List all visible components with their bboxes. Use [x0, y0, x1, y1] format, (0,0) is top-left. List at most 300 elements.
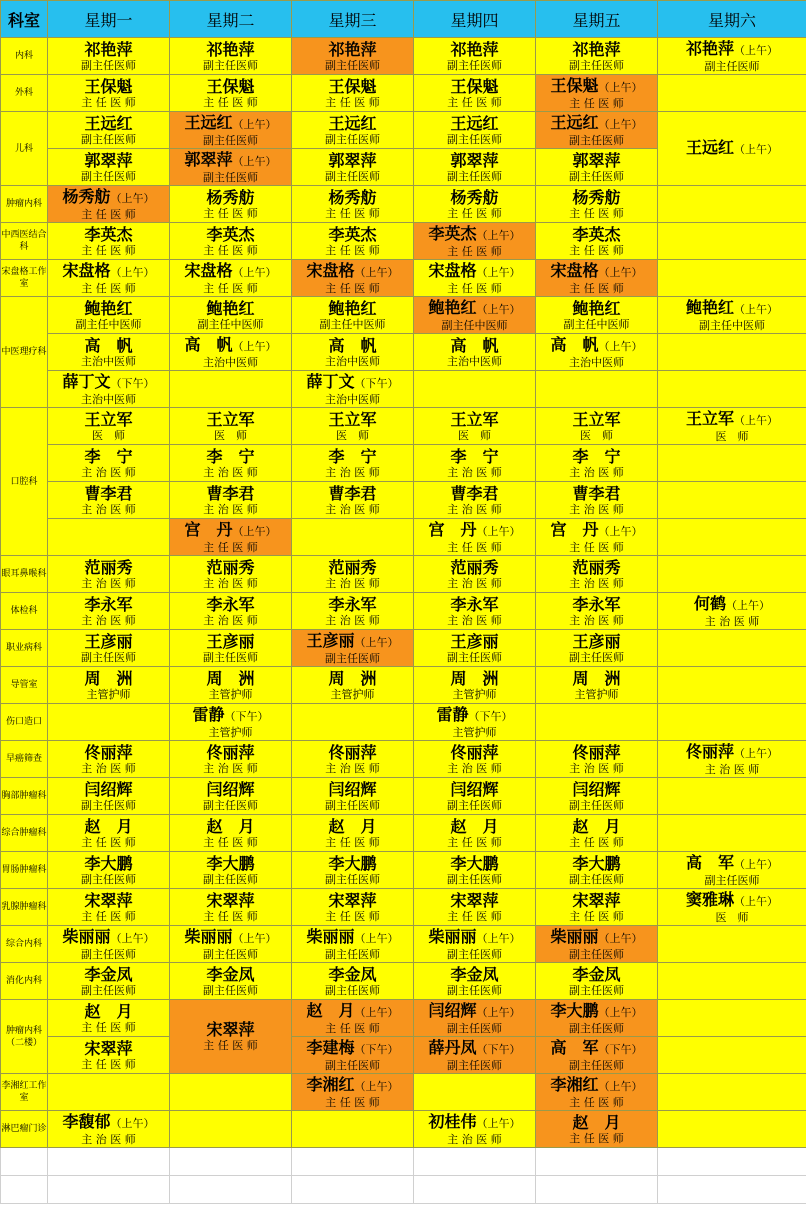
schedule-cell — [658, 223, 806, 260]
doctor-name: 祁艳萍 — [328, 39, 377, 59]
doctor-name-line — [292, 188, 413, 207]
empty-cell — [1, 1148, 48, 1176]
doctor-name: 宋盘格 — [306, 260, 355, 280]
doctor-name: 鲍艳红 — [685, 297, 734, 317]
session-note: （上午） — [110, 1116, 155, 1130]
table-row — [1, 778, 806, 815]
schedule-cell — [414, 297, 536, 334]
doctor-name: 李永军 — [328, 594, 377, 614]
doctor-name-line — [48, 187, 169, 208]
doctor-title: 医 师 — [580, 428, 613, 442]
doctor-name-line — [414, 1001, 535, 1022]
schedule-cell — [414, 1074, 536, 1111]
doctor-title: 主 任 医 师 — [203, 835, 258, 849]
doctor-name: 宋盘格 — [428, 260, 477, 280]
table-row — [1, 926, 806, 963]
schedule-cell — [292, 75, 414, 112]
session-note: （上午） — [598, 265, 643, 279]
empty-cell — [170, 1176, 292, 1204]
doctor-name-line — [48, 40, 169, 59]
doctor-name: 李 宁 — [328, 446, 377, 466]
doctor-title: 主 任 医 师 — [569, 243, 624, 257]
doctor-name-line — [170, 1020, 291, 1039]
session-note: （上午） — [354, 931, 399, 945]
doctor-name-line — [48, 927, 169, 948]
doctor-title: 主 治 医 师 — [81, 502, 136, 516]
schedule-cell — [292, 778, 414, 815]
doctor-title: 副主任医师 — [81, 947, 136, 961]
schedule-cell — [536, 297, 658, 334]
schedule-cell — [170, 963, 292, 1000]
doctor-name: 李英杰 — [572, 224, 621, 244]
doctor-title: 主 任 医 师 — [447, 95, 502, 109]
doctor-title: 主 任 医 师 — [447, 540, 502, 554]
doctor-title: 副主任医师 — [203, 58, 258, 72]
dept-cell: 胸部肿瘤科 — [1, 778, 48, 815]
schedule-cell — [170, 260, 292, 297]
schedule-cell — [536, 593, 658, 630]
doctor-name-line — [292, 1038, 413, 1059]
doctor-name-line — [414, 224, 535, 245]
doctor-title: 主 治 医 师 — [569, 613, 624, 627]
doctor-name: 祁艳萍 — [685, 38, 734, 58]
doctor-name-line — [414, 705, 535, 726]
session-note: （上午） — [232, 931, 277, 945]
doctor-name-line — [536, 669, 657, 688]
doctor-name-line — [536, 410, 657, 429]
doctor-name: 周 洲 — [84, 668, 133, 688]
schedule-cell — [536, 186, 658, 223]
schedule-cell — [414, 778, 536, 815]
table-row — [1, 334, 806, 371]
doctor-name: 闫绍辉 — [84, 779, 133, 799]
header-friday: 星期五 — [536, 1, 658, 38]
doctor-name-line — [292, 410, 413, 429]
session-note: （上午） — [734, 43, 778, 57]
dept-cell: 综合内科 — [1, 926, 48, 963]
doctor-title: 主 任 医 师 — [325, 206, 380, 220]
doctor-name-line — [414, 447, 535, 466]
doctor-title: 主 任 医 师 — [203, 1039, 258, 1052]
doctor-title: 主 任 医 师 — [81, 1020, 136, 1034]
doctor-name: 李大鹏 — [450, 853, 499, 873]
schedule-cell — [292, 667, 414, 704]
schedule-cell — [170, 1074, 292, 1111]
schedule-cell — [48, 186, 170, 223]
schedule-cell — [658, 186, 806, 223]
doctor-name-line — [658, 890, 806, 911]
doctor-title: 主 任 医 师 — [447, 281, 502, 295]
doctor-title: 主 治 医 师 — [325, 576, 380, 590]
doctor-name-line — [414, 114, 535, 133]
schedule-cell — [292, 1000, 414, 1037]
schedule-cell — [170, 519, 292, 556]
schedule-cell — [658, 630, 806, 667]
doctor-title: 副主任医师 — [704, 59, 760, 73]
schedule-cell — [658, 482, 806, 519]
doctor-name: 杨秀舫 — [206, 187, 255, 207]
doctor-name-line — [48, 780, 169, 799]
doctor-name: 李英杰 — [428, 223, 477, 243]
schedule-cell — [658, 519, 806, 556]
doctor-name-line — [536, 632, 657, 651]
doctor-name: 柴丽丽 — [306, 926, 355, 946]
schedule-cell — [414, 667, 536, 704]
doctor-name-line — [48, 1039, 169, 1058]
schedule-cell — [414, 482, 536, 519]
schedule-body — [1, 38, 806, 1204]
dept-cell: 外科 — [1, 75, 48, 112]
doctor-name-line — [48, 151, 169, 170]
doctor-name-line — [414, 520, 535, 541]
doctor-title: 副主任医师 — [447, 650, 502, 664]
doctor-name-line — [414, 965, 535, 984]
doctor-name: 柴丽丽 — [550, 926, 599, 946]
empty-cell — [292, 1148, 414, 1176]
schedule-cell — [292, 556, 414, 593]
schedule-cell — [48, 38, 170, 75]
empty-row — [1, 1176, 806, 1204]
doctor-title: 副主任医师 — [569, 650, 624, 664]
session-note: （下午） — [598, 1042, 643, 1056]
schedule-cell — [414, 963, 536, 1000]
schedule-cell — [48, 482, 170, 519]
schedule-cell — [414, 75, 536, 112]
doctor-title: 主 任 医 师 — [569, 540, 624, 554]
doctor-title: 副主任医师 — [569, 58, 624, 72]
session-note: （上午） — [734, 143, 778, 156]
doctor-name: 祁艳萍 — [206, 39, 255, 59]
table-row — [1, 186, 806, 223]
doctor-name: 王彦丽 — [206, 631, 255, 651]
schedule-cell — [48, 704, 170, 741]
doctor-name: 祁艳萍 — [450, 39, 499, 59]
schedule-cell — [414, 926, 536, 963]
empty-cell — [414, 1176, 536, 1204]
doctor-title: 主 任 医 师 — [203, 243, 258, 257]
doctor-name: 杨秀舫 — [328, 187, 377, 207]
doctor-title: 副主任医师 — [569, 1021, 624, 1035]
doctor-name: 高 军 — [685, 852, 734, 872]
doctor-name-line — [48, 1112, 169, 1133]
empty-cell — [1, 1176, 48, 1204]
doctor-name: 曹李君 — [328, 483, 377, 503]
session-note: （下午） — [224, 709, 269, 723]
doctor-title: 主 治 医 师 — [704, 614, 760, 628]
header-saturday: 星期六 — [658, 1, 806, 38]
doctor-title: 主 治 医 师 — [81, 1132, 136, 1146]
doctor-title: 主 治 医 师 — [325, 613, 380, 627]
doctor-name-line — [48, 410, 169, 429]
schedule-cell — [536, 963, 658, 1000]
doctor-title: 医 师 — [214, 428, 247, 442]
doctor-name-line — [292, 854, 413, 873]
doctor-title: 主 任 医 师 — [569, 96, 624, 110]
schedule-cell — [536, 778, 658, 815]
doctor-name: 李金凤 — [450, 964, 499, 984]
session-note: （上午） — [232, 524, 277, 538]
doctor-name-line — [170, 891, 291, 910]
doctor-name-line — [292, 817, 413, 836]
schedule-cell — [48, 297, 170, 334]
doctor-name: 曹李君 — [572, 483, 621, 503]
doctor-title: 主 任 医 师 — [447, 244, 502, 258]
doctor-title: 主 治 医 师 — [81, 761, 136, 775]
dept-cell: 眼耳鼻喉科 — [1, 556, 48, 593]
doctor-title: 副主任医师 — [81, 983, 136, 997]
schedule-cell — [48, 630, 170, 667]
doctor-title: 副主任医师 — [325, 1058, 380, 1072]
schedule-cell — [658, 297, 806, 334]
table-row — [1, 223, 806, 260]
dept-cell: 早癌筛查 — [1, 741, 48, 778]
schedule-cell — [536, 334, 658, 371]
schedule-cell — [170, 223, 292, 260]
doctor-name: 宫 丹 — [184, 519, 233, 539]
doctor-name-line — [292, 965, 413, 984]
table-row — [1, 815, 806, 852]
schedule-cell — [658, 963, 806, 1000]
doctor-title: 主 治 医 师 — [325, 502, 380, 516]
schedule-cell — [658, 371, 806, 408]
schedule-cell — [536, 149, 658, 186]
doctor-title: 副主任医师 — [569, 133, 624, 147]
dept-cell: 肿瘤内科 — [1, 186, 48, 223]
doctor-name: 李大鹏 — [572, 853, 621, 873]
doctor-name-line — [292, 669, 413, 688]
schedule-cell — [536, 519, 658, 556]
doctor-title: 副主任医师 — [569, 947, 624, 961]
doctor-name-line — [170, 188, 291, 207]
schedule-cell — [292, 186, 414, 223]
doctor-name-line — [48, 817, 169, 836]
table-row — [1, 408, 806, 445]
schedule-cell — [414, 1111, 536, 1148]
schedule-cell — [536, 408, 658, 445]
schedule-cell — [536, 704, 658, 741]
table-row — [1, 38, 806, 75]
session-note: （上午） — [232, 265, 277, 279]
doctor-name: 周 洲 — [572, 668, 621, 688]
doctor-title: 主管护师 — [452, 725, 497, 739]
schedule-cell — [536, 815, 658, 852]
doctor-name-line — [48, 891, 169, 910]
schedule-cell — [170, 297, 292, 334]
session-note: （上午） — [726, 598, 770, 612]
doctor-name: 鲍艳红 — [84, 298, 133, 318]
schedule-cell — [658, 556, 806, 593]
doctor-title: 副主任医师 — [203, 650, 258, 664]
doctor-title: 主 治 医 师 — [447, 465, 502, 479]
doctor-name: 李永军 — [572, 594, 621, 614]
schedule-cell — [536, 926, 658, 963]
doctor-title: 主 任 医 师 — [203, 540, 258, 554]
schedule-cell — [414, 889, 536, 926]
doctor-name-line — [536, 188, 657, 207]
schedule-cell — [48, 260, 170, 297]
doctor-name: 鲍艳红 — [428, 297, 477, 317]
doctor-title: 主 任 医 师 — [81, 281, 136, 295]
doctor-name: 王保魁 — [328, 76, 377, 96]
doctor-title: 副主任医师 — [325, 947, 380, 961]
dept-cell: 李湘红工作室 — [1, 1074, 48, 1111]
session-note: （下午） — [110, 376, 155, 390]
doctor-name: 王立军 — [685, 408, 734, 428]
doctor-name: 佟丽萍 — [206, 742, 255, 762]
schedule-cell — [170, 1000, 292, 1074]
schedule-cell — [170, 38, 292, 75]
doctor-name: 柴丽丽 — [184, 926, 233, 946]
schedule-cell — [292, 112, 414, 149]
schedule-cell — [170, 593, 292, 630]
doctor-name: 曹李君 — [450, 483, 499, 503]
doctor-name-line — [170, 335, 291, 356]
schedule-cell — [536, 75, 658, 112]
doctor-name-line — [170, 520, 291, 541]
doctor-title: 主 任 医 师 — [569, 281, 624, 295]
doctor-name-line — [170, 558, 291, 577]
doctor-title: 主管护师 — [208, 725, 253, 739]
doctor-title: 主 任 医 师 — [569, 206, 624, 220]
table-row — [1, 704, 806, 741]
schedule-cell — [292, 482, 414, 519]
doctor-name: 李金凤 — [84, 964, 133, 984]
schedule-cell — [414, 704, 536, 741]
doctor-name-line — [658, 742, 806, 763]
doctor-name-line — [170, 150, 291, 171]
doctor-name: 李大鹏 — [550, 1000, 599, 1020]
doctor-title: 副主任医师 — [325, 872, 380, 886]
doctor-title: 主 治 医 师 — [203, 502, 258, 516]
doctor-name: 柴丽丽 — [62, 926, 111, 946]
schedule-cell — [536, 1111, 658, 1148]
doctor-name: 郭翠萍 — [328, 150, 377, 170]
empty-cell — [658, 1176, 806, 1204]
doctor-name-line — [536, 1001, 657, 1022]
doctor-name-line — [292, 225, 413, 244]
schedule-cell — [414, 38, 536, 75]
doctor-name: 李永军 — [450, 594, 499, 614]
doctor-name-line — [414, 854, 535, 873]
doctor-name: 薛丁文 — [306, 371, 355, 391]
doctor-name: 王远红 — [550, 112, 599, 132]
doctor-title: 主 治 医 师 — [203, 576, 258, 590]
doctor-name: 周 洲 — [328, 668, 377, 688]
empty-cell — [170, 1148, 292, 1176]
doctor-name-line — [48, 595, 169, 614]
doctor-title: 主 治 医 师 — [81, 576, 136, 590]
schedule-cell — [48, 778, 170, 815]
header-dept: 科室 — [1, 1, 48, 38]
schedule-cell — [48, 667, 170, 704]
doctor-name-line — [536, 965, 657, 984]
table-row — [1, 556, 806, 593]
doctor-name-line — [292, 595, 413, 614]
schedule-cell — [414, 556, 536, 593]
schedule-cell — [658, 112, 806, 186]
doctor-name-line — [170, 669, 291, 688]
dept-cell: 口腔科 — [1, 408, 48, 556]
schedule-cell — [658, 889, 806, 926]
session-note: （上午） — [734, 413, 778, 427]
schedule-cell — [414, 186, 536, 223]
doctor-name: 闫绍辉 — [206, 779, 255, 799]
table-row — [1, 1037, 806, 1074]
table-row — [1, 741, 806, 778]
schedule-cell — [48, 149, 170, 186]
doctor-name: 李建梅 — [306, 1037, 355, 1057]
doctor-name-line — [292, 151, 413, 170]
doctor-name-line — [170, 484, 291, 503]
doctor-name: 王立军 — [206, 409, 255, 429]
schedule-cell — [48, 408, 170, 445]
doctor-name-line — [536, 299, 657, 318]
doctor-title: 主管护师 — [452, 687, 497, 701]
doctor-name-line — [414, 632, 535, 651]
doctor-name: 佟丽萍 — [328, 742, 377, 762]
doctor-title: 副主任医师 — [203, 133, 258, 147]
doctor-name-line — [48, 299, 169, 318]
doctor-name: 闫绍辉 — [450, 779, 499, 799]
doctor-name-line — [48, 632, 169, 651]
doctor-name-line — [292, 77, 413, 96]
doctor-name-line — [48, 669, 169, 688]
doctor-name-line — [48, 1002, 169, 1021]
doctor-name-line — [170, 447, 291, 466]
doctor-title: 主 任 医 师 — [81, 95, 136, 109]
doctor-name: 宋翠萍 — [572, 890, 621, 910]
doctor-name-line — [48, 854, 169, 873]
doctor-title: 副主任医师 — [569, 798, 624, 812]
doctor-title: 主 治 医 师 — [325, 761, 380, 775]
doctor-title: 副主任医师 — [447, 947, 502, 961]
doctor-name: 佟丽萍 — [84, 742, 133, 762]
doctor-name: 周 洲 — [450, 668, 499, 688]
schedule-cell — [170, 815, 292, 852]
schedule-cell — [170, 1111, 292, 1148]
doctor-name: 薛丁文 — [62, 371, 111, 391]
doctor-name-line — [414, 336, 535, 355]
session-note: （上午） — [110, 931, 155, 945]
doctor-name: 闫绍辉 — [428, 1000, 477, 1020]
doctor-name: 王保魁 — [550, 75, 599, 95]
doctor-name-line — [292, 927, 413, 948]
schedule-cell — [292, 889, 414, 926]
doctor-name: 李金凤 — [206, 964, 255, 984]
table-row — [1, 593, 806, 630]
doctor-name-line — [414, 891, 535, 910]
schedule-cell — [292, 1074, 414, 1111]
doctor-title: 副主任中医师 — [699, 318, 765, 332]
doctor-title: 主治中医师 — [203, 355, 258, 369]
schedule-cell — [48, 926, 170, 963]
doctor-name: 王立军 — [572, 409, 621, 429]
empty-cell — [414, 1148, 536, 1176]
schedule-cell — [292, 371, 414, 408]
doctor-name-line — [170, 113, 291, 134]
schedule-cell — [414, 1037, 536, 1074]
schedule-cell — [414, 852, 536, 889]
schedule-cell — [170, 334, 292, 371]
doctor-title: 主 治 医 师 — [447, 502, 502, 516]
doctor-name: 高 帆 — [328, 335, 377, 355]
doctor-title: 副主任中医师 — [563, 317, 630, 331]
header-thursday: 星期四 — [414, 1, 536, 38]
doctor-name: 赵 月 — [84, 816, 133, 836]
schedule-cell — [48, 334, 170, 371]
schedule-cell — [170, 445, 292, 482]
doctor-name-line — [536, 891, 657, 910]
